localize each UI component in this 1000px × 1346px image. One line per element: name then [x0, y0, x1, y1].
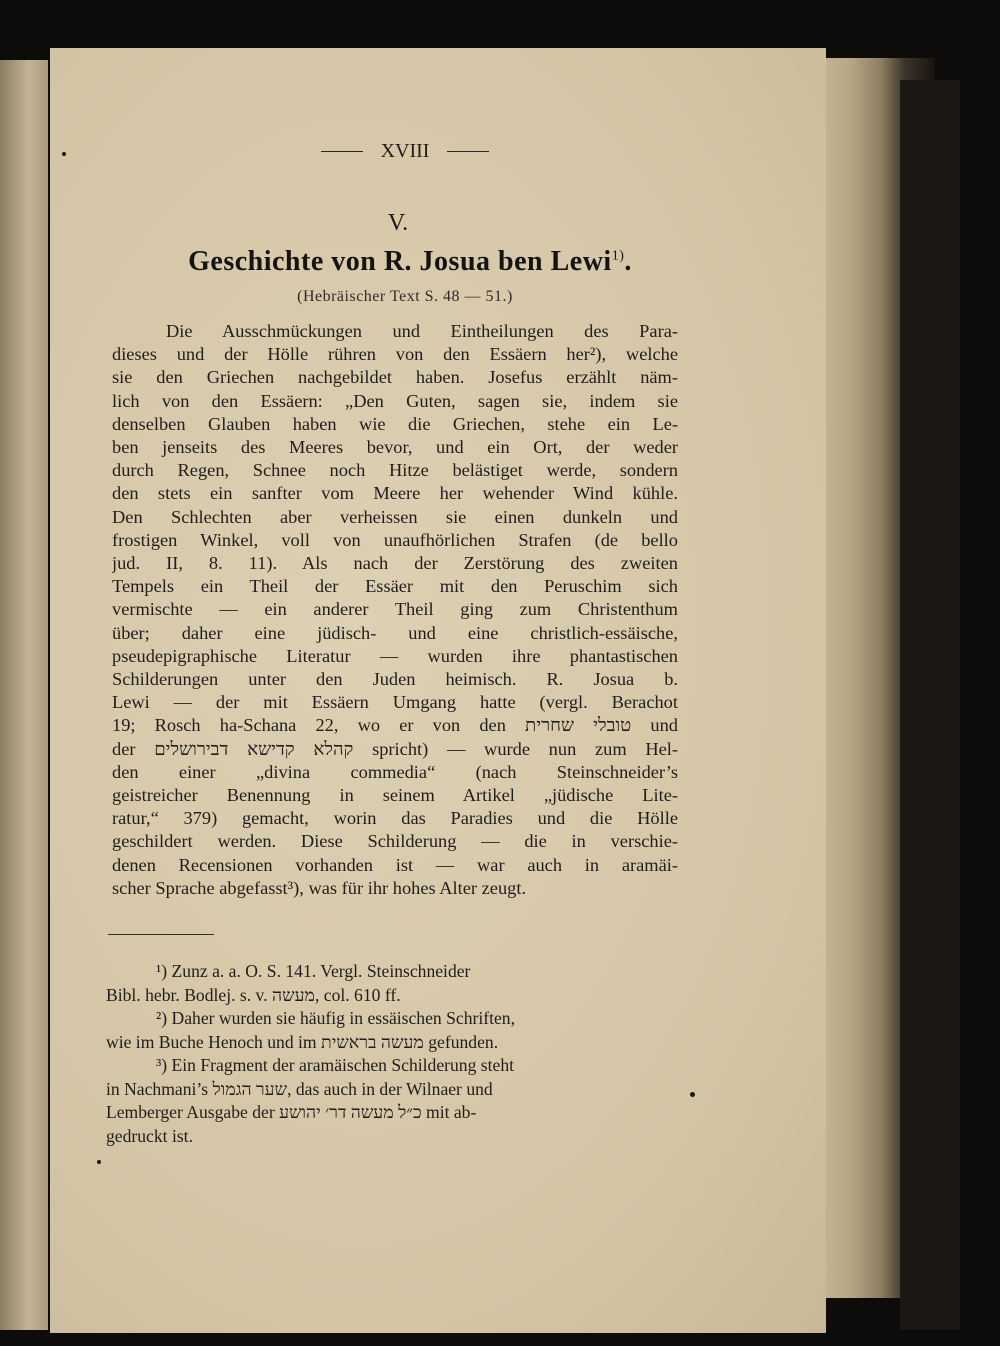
page-header	[300, 140, 510, 163]
header-rule-left	[321, 151, 363, 152]
book-cover	[900, 80, 960, 1330]
title-text: Geschichte von R. Josua ben Lewi	[188, 246, 612, 277]
footnote-line: Bibl. hebr. Bodlej. s. v. מעשה, col. 610 ff.	[106, 984, 401, 1005]
body-line: durch Regen, Schnee noch Hitze belästiget werde, sondern	[112, 460, 678, 481]
body-line: vermischte — ein anderer Theil ging zum Christenthum	[112, 599, 678, 620]
speck	[97, 1160, 101, 1164]
body-line: ratur,“ 379) gemacht, worin das Paradies und die Hölle	[112, 808, 678, 829]
body-line: Die Ausschmückungen und Eintheilungen des Para-	[166, 321, 678, 341]
body-line: ben jenseits des Meeres bevor, und ein Ort, der weder	[112, 437, 678, 458]
body-line: 19; Rosch ha-Schana 22, wo er von den טובלי שחרית und	[112, 715, 678, 736]
body-line: dieses und der Hölle rühren von den Essäern her²), welche	[112, 344, 678, 365]
body-line: denselben Glauben haben wie die Griechen, stehe ein Le-	[112, 413, 678, 434]
body-line: Schilderungen unter den Juden heimisch. R. Josua b.	[112, 669, 678, 690]
body-line: jud. II, 8. 11). Als nach der Zerstörung des zweiten	[112, 553, 678, 574]
footnote-line: Lemberger Ausgabe der כ״ל מעשה דר׳ יהושע mit ab-	[106, 1102, 477, 1122]
body-line: über; daher eine jüdisch- und eine christlich-essäische,	[112, 622, 678, 643]
body-line: Den Schlechten aber verheissen sie einen dunkeln und	[112, 506, 678, 527]
body-line: der קהלא קדישא דבירושלים spricht) — wurde nun zum Hel-	[112, 738, 678, 759]
section-title	[120, 246, 700, 278]
header-rule-right	[447, 151, 489, 152]
footnote-line: ¹) Zunz a. a. O. S. 141. Vergl. Steinschneider	[156, 961, 471, 981]
footnote-line: ²) Daher wurden sie häufig in essäischen Schriften,	[156, 1008, 515, 1028]
body-line: sie den Griechen nachgebildet haben. Josefus erzählt näm-	[112, 367, 678, 388]
section-number: V.	[387, 210, 409, 236]
body-line: geistreicher Benennung in seinem Artikel „jüdische Lite-	[112, 785, 678, 806]
title-period: .	[624, 246, 632, 277]
body-line: geschildert werden. Diese Schilderung — die in verschie-	[112, 831, 678, 852]
body-line: scher Sprache abgefasst³), was für ihr hohes Alter zeugt.	[112, 877, 527, 898]
speck	[62, 152, 66, 156]
body-line: lich von den Essäern: „Den Guten, sagen sie, indem sie	[112, 390, 678, 411]
body-line: denen Recensionen vorhanden ist — war auch in aramäi-	[112, 854, 678, 875]
footnote-line: wie im Buche Henoch und im מעשה בראשית gefunden.	[106, 1031, 499, 1052]
body-paragraph	[112, 320, 678, 900]
footnotes	[106, 960, 664, 1148]
body-line: frostigen Winkel, voll von unaufhörlichen Strafen (de bello	[112, 529, 678, 550]
body-line: Tempels ein Theil der Essäer mit den Peruschim sich	[112, 576, 678, 597]
left-page-edge	[0, 60, 48, 1330]
section-subtitle: (Hebräischer Text S. 48 — 51.)	[297, 288, 513, 305]
body-line: pseudepigraphische Literatur — wurden ihre phantastischen	[112, 645, 678, 666]
body-line: den stets ein sanfter vom Meere her wehender Wind kühle.	[112, 483, 678, 504]
body-line: den einer „divina commedia“ (nach Steinschneider’s	[112, 761, 678, 782]
footnote-line: ³) Ein Fragment der aramäischen Schilderung steht	[156, 1055, 515, 1075]
speck	[690, 1092, 695, 1097]
title-footnote-ref: 1)	[611, 248, 625, 264]
footnote-separator	[108, 934, 214, 935]
footnote-line: gedruckt ist.	[106, 1125, 193, 1146]
footnote-line: in Nachmani’s שער הגמול, das auch in der Wilnaer und	[106, 1078, 493, 1099]
page-number: XVIII	[380, 140, 430, 162]
body-line: Lewi — der mit Essäern Umgang hatte (vergl. Berachot	[112, 692, 678, 713]
